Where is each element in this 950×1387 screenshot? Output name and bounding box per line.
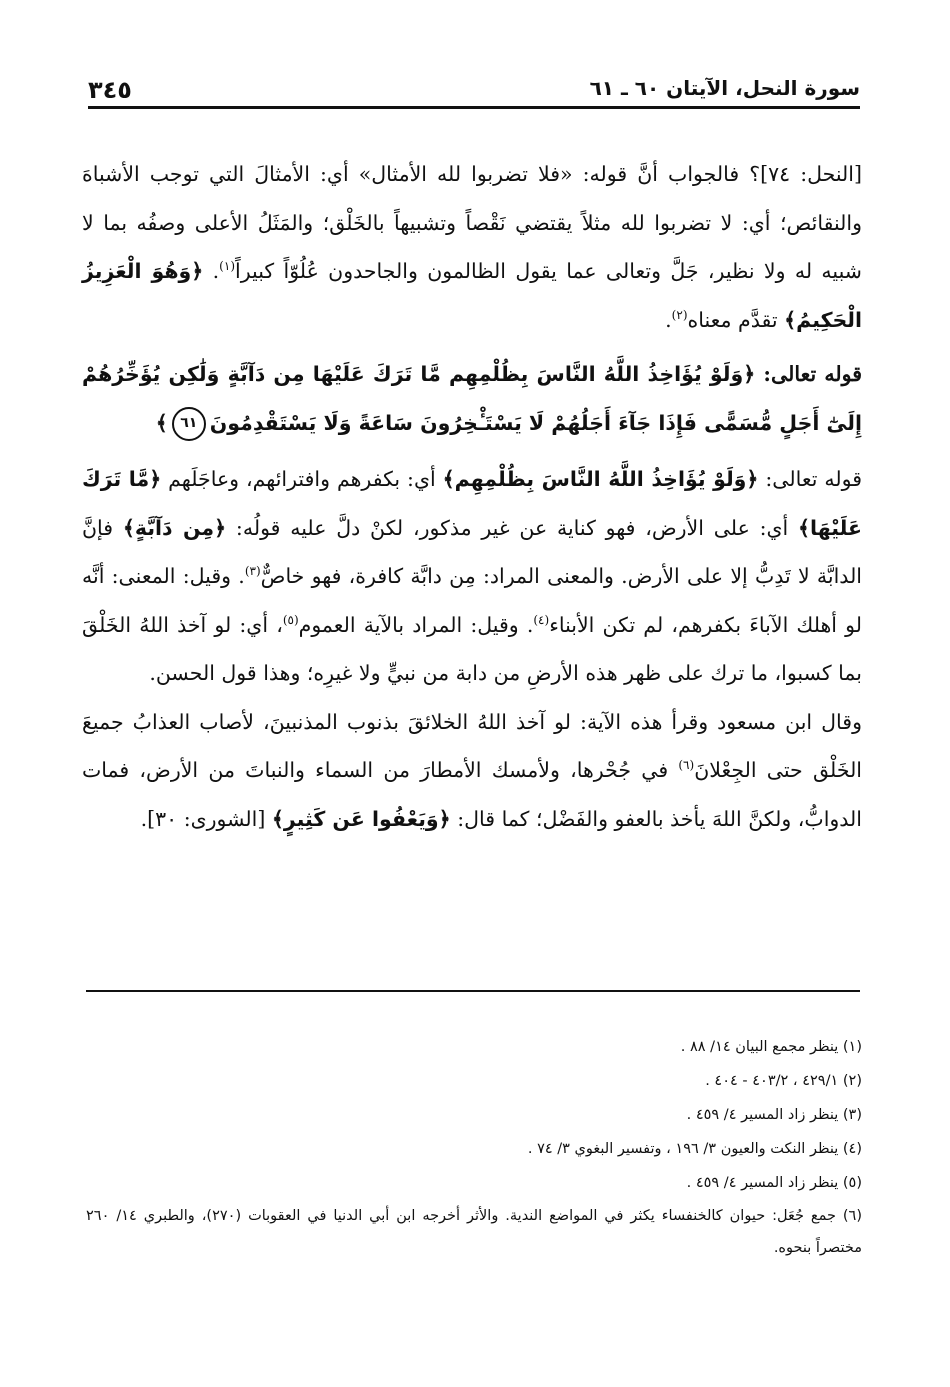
verse-text: ﴿وَلَوْ يُؤَاخِذُ اللَّهُ النَّاسَ بِظُلْمِهِم مَّا تَرَكَ عَلَيْهَا مِن دَآبَّةٍ وَلَٰكِن يُؤَخِّرُهُمْ إِلَىٰٓ أَجَلٍ مُّسَمًّى فَإِذَا جَآءَ أَجَلُهُمْ لَا يَسْتَـْٔخِرُونَ سَاعَةً وَلَا يَسْتَقْدِمُونَ <box>82 362 862 435</box>
footnote-6: (٦) جمع جُعَل: حيوان كالخنفساء يكثر في المواضع الندية. والأثر أخرجه ابن أبي الدنيا في العقوبات (٢٧٠)، والطبري ١٤/ ٢٦٠ مختصراً بنحوه. <box>86 1208 863 1256</box>
text-run: . وقيل: المعنى: أنَّه لو أهلك الآباءَ بكفرهم، لم تكن الأبناء <box>82 564 862 637</box>
footnote-ref[interactable]: (٢) <box>671 307 688 322</box>
running-title: سورة النحل، الآيتان ٦٠ ـ ٦١ <box>589 76 860 100</box>
footnote-ref[interactable]: (٤) <box>533 612 550 627</box>
text-run: فإنَّ الدابَّة لا تَدِبُّ إلا على الأرض. والمعنى المراد: مِن دابَّة كافرة، فهو خاصٌّ <box>82 515 863 588</box>
text-run: قوله تعالى: <box>758 467 862 491</box>
footnote-ref[interactable]: (٥) <box>282 612 299 627</box>
verse-intro: قوله تعالى: <box>755 362 862 386</box>
text-run: ، أي: لو آخذ اللهُ الخَلْقَ بما كسبوا، ما ترك على ظهر هذه الأرضِ من دابة من نبيٍّ ولا غيرِه؛ وهذا قول الحسن. <box>82 612 862 685</box>
ayah-number-medallion: ٦١ <box>172 407 206 441</box>
footnotes <box>86 1030 862 1264</box>
page-header <box>88 66 860 109</box>
quran-quote: ﴿وَلَوْ يُؤَاخِذُ اللَّهُ النَّاسَ بِظُلْمِهِم﴾ <box>442 467 759 491</box>
paragraph-2 <box>82 455 862 698</box>
paragraph-3 <box>82 698 862 844</box>
text-run: تقدَّم معناه <box>687 307 785 332</box>
quran-quote: ﴿وَيَعْفُوا عَن كَثِيرٍ﴾ <box>271 806 451 831</box>
text-run: أي: على الأرض، فهو كناية عن غير مذكور، لكنْ دلَّ عليه قولُه: <box>226 515 799 540</box>
main-text <box>82 150 862 843</box>
quran-quote: ﴿مِن دَآبَّةٍ﴾ <box>122 515 227 540</box>
page-number: ٣٤٥ <box>88 76 132 104</box>
text-run: [الشورى: ٣٠]. <box>140 806 272 831</box>
footnote-4: (٤) ينظر النكت والعيون ٣/ ١٩٦ ، وتفسير البغوي ٣/ ٧٤ . <box>527 1141 862 1157</box>
footnote-3: (٣) ينظر زاد المسير ٤/ ٤٥٩ . <box>686 1107 862 1123</box>
footnote-ref[interactable]: (٣) <box>244 564 261 579</box>
quran-quote: ﴿وَهُوَ الْعَزِيزُ الْحَكِيمُ﴾ <box>82 259 862 332</box>
text-run: [النحل: ٧٤]؟ فالجواب أنَّ قوله: «فلا تضربوا لله الأمثال» أي: الأمثالَ التي توجب الأشباهَ والنقائص؛ أي: لا تضربوا لله مثلاً يقتضي نَقْصاً وتشبيهاً بالخَلْق؛ والمَثَلُ الأعلى وصفُه بما لا شبيه له ولا نظير، جَلَّ وتعالى عما يقول الظالمون والجاحدون عُلُوّاً كبيراً <box>82 162 862 283</box>
footnote-ref[interactable]: (١) <box>219 259 235 274</box>
text-run: أي: بكفرهم وافترائهم، وعاجَلَهم <box>161 467 443 491</box>
text-run: . <box>203 259 220 283</box>
quran-quote: ﴿مَّا تَرَكَ عَلَيْهَا﴾ <box>82 467 863 540</box>
text-run: . وقيل: المراد بالآية العموم <box>298 612 534 637</box>
text-run: في جُحْرها، ولأمسك الأمطارَ من السماء والنباتَ من الأرض، فمات الدوابُّ، ولكنَّ اللهَ يأخذ بالعفو والفَضْل؛ كما قال: <box>82 758 862 831</box>
verse-close: ﴾ <box>155 410 168 435</box>
text-run: وقال ابن مسعود وقرأ هذه الآية: لو آخذ اللهُ الخلائقَ بذنوب المذنبينَ، لأصاب العذابُ جميعَ الخَلْق حتى الجِعْلانَ <box>82 709 863 782</box>
footnote-1: (١) ينظر مجمع البيان ١٤/ ٨٨ . <box>680 1039 862 1055</box>
footnote-ref[interactable]: (٦) <box>678 758 695 773</box>
footnote-divider <box>86 990 860 992</box>
footnote-5: (٥) ينظر زاد المسير ٤/ ٤٥٩ . <box>686 1175 862 1191</box>
verse-heading <box>82 350 862 447</box>
footnote-2: (٢) ٤٢٩/١ ، ٤٠٣/٢ - ٤٠٤ . <box>705 1073 862 1089</box>
text-run: . <box>665 307 672 332</box>
paragraph-1 <box>82 150 862 344</box>
